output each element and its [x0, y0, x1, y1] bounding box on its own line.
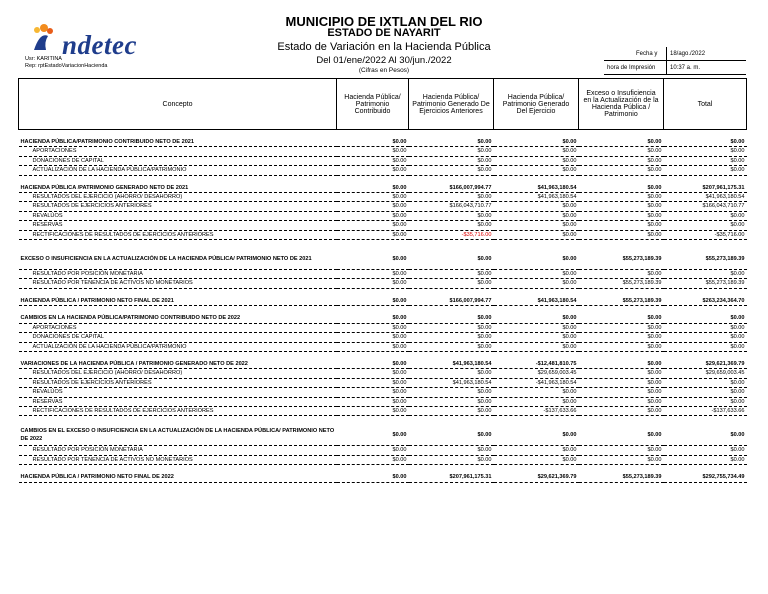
row-value: $0.00 — [409, 147, 494, 156]
row-value: $0.00 — [409, 342, 494, 351]
row-value: $0.00 — [664, 397, 747, 406]
row-value: $55,273,189.39 — [579, 297, 664, 306]
section-row — [19, 138, 747, 147]
spacer-row — [19, 351, 747, 360]
table-row — [19, 166, 747, 175]
row-value: $0.00 — [337, 342, 409, 351]
table-row — [19, 156, 747, 165]
row-value: $29,659,003.45 — [494, 369, 579, 378]
row-label: VARIACIONES DE LA HACIENDA PÚBLICA / PATRIMONIO GENERADO NETO DE 2022 — [19, 360, 337, 369]
table-row — [19, 378, 747, 387]
row-label: APORTACIONES — [19, 147, 337, 156]
table-row — [19, 369, 747, 378]
row-value: $0.00 — [579, 184, 664, 193]
table-row — [19, 270, 747, 279]
row-value: $55,273,189.39 — [664, 248, 747, 270]
row-value: $0.00 — [579, 388, 664, 397]
section-row — [19, 184, 747, 193]
row-label: HACIENDA PÚBLICA/PATRIMONIO CONTRIBUIDO NETO DE 2021 — [19, 138, 337, 147]
row-value: $0.00 — [579, 406, 664, 415]
print-date-label: Fecha y — [636, 51, 658, 57]
units-label: (Cifras en Pesos) — [358, 67, 410, 74]
row-value: $0.00 — [664, 378, 747, 387]
row-value: $207,961,175.31 — [664, 184, 747, 193]
spacer-cell — [19, 240, 747, 249]
row-value: $0.00 — [579, 342, 664, 351]
table-row — [19, 333, 747, 342]
print-info-divider — [604, 60, 746, 61]
row-label: REVALÚOS — [19, 388, 337, 397]
row-value: $0.00 — [664, 270, 747, 279]
row-value: -$35,716.00 — [409, 230, 494, 239]
table-header-row — [19, 79, 747, 130]
row-value: $0.00 — [409, 424, 494, 446]
row-value: $0.00 — [494, 388, 579, 397]
row-value: $0.00 — [337, 297, 409, 306]
row-value: $263,234,364.70 — [664, 297, 747, 306]
table-row — [19, 279, 747, 288]
row-value: $292,755,734.49 — [664, 473, 747, 482]
spacer-row — [19, 288, 747, 297]
row-value: $0.00 — [579, 360, 664, 369]
row-value: -$137,633.66 — [664, 406, 747, 415]
row-label: RESULTADOS DEL EJERCICIO (AHORRO/ DESAHORRO) — [19, 193, 337, 202]
row-value: $207,961,175.31 — [409, 473, 494, 482]
row-value: $0.00 — [409, 446, 494, 455]
col-header-ejercicio: Hacienda Pública/ Patrimonio Generado Del Ejercicio — [494, 79, 579, 130]
row-value: $0.00 — [409, 138, 494, 147]
spacer-cell — [19, 416, 747, 425]
row-label: HACIENDA PÚBLICA / PATRIMONIO NETO FINAL DE 2021 — [19, 297, 337, 306]
spacer-cell — [19, 175, 747, 184]
row-value: -$12,481,810.75 — [494, 360, 579, 369]
row-value: $166,043,710.77 — [664, 202, 747, 211]
table-row — [19, 230, 747, 239]
spacer-row — [19, 306, 747, 315]
row-value: $0.00 — [664, 314, 747, 323]
row-value: $0.00 — [579, 156, 664, 165]
row-value: $0.00 — [409, 156, 494, 165]
print-hour-label: hora de Impresión — [607, 65, 656, 71]
row-value: $0.00 — [579, 230, 664, 239]
row-value: $0.00 — [337, 156, 409, 165]
row-value: $0.00 — [579, 323, 664, 332]
table-row — [19, 342, 747, 351]
row-value: $0.00 — [337, 397, 409, 406]
row-value: $0.00 — [337, 314, 409, 323]
row-value: $0.00 — [409, 369, 494, 378]
row-value: $41,963,180.54 — [409, 378, 494, 387]
row-value: $0.00 — [409, 455, 494, 464]
row-value: $0.00 — [494, 156, 579, 165]
row-value: $0.00 — [579, 446, 664, 455]
row-value: $55,273,189.39 — [664, 279, 747, 288]
row-value: $0.00 — [337, 147, 409, 156]
row-value: $0.00 — [579, 202, 664, 211]
row-value: $0.00 — [664, 166, 747, 175]
row-value: $0.00 — [579, 333, 664, 342]
row-value: $0.00 — [579, 314, 664, 323]
col-header-concepto: Concepto — [19, 79, 337, 130]
row-value: $0.00 — [664, 446, 747, 455]
row-label: RESULTADOS DE EJERCICIOS ANTERIORES — [19, 202, 337, 211]
row-value: $0.00 — [409, 388, 494, 397]
row-label: RESERVAS — [19, 397, 337, 406]
row-label: RESULTADO POR POSICIÓN MONETARIA — [19, 446, 337, 455]
row-value: $0.00 — [494, 455, 579, 464]
logo-wordmark: ndetec — [62, 30, 137, 60]
row-value: $0.00 — [337, 424, 409, 446]
row-value: $0.00 — [494, 147, 579, 156]
row-value: $0.00 — [337, 193, 409, 202]
row-value: $0.00 — [494, 323, 579, 332]
row-value: $0.00 — [409, 270, 494, 279]
row-value: $0.00 — [337, 388, 409, 397]
row-value: $0.00 — [579, 147, 664, 156]
table-row — [19, 147, 747, 156]
print-info-divider — [666, 47, 667, 74]
row-value: $0.00 — [579, 369, 664, 378]
row-value: $55,273,189.39 — [579, 248, 664, 270]
section-row — [19, 473, 747, 482]
row-label: CAMBIOS EN EL EXCESO O INSUFICIENCIA EN LA ACTUALIZACIÓN DE LA HACIENDA PÚBLICA/ PATRIMONIO NETO DE 2022 — [19, 424, 337, 446]
row-value: $0.00 — [494, 270, 579, 279]
row-label: RESULTADOS DEL EJERCICIO (AHORRO/ DESAHORRO) — [19, 369, 337, 378]
row-value: $0.00 — [664, 323, 747, 332]
table-row — [19, 211, 747, 220]
row-value: $0.00 — [579, 221, 664, 230]
table-row — [19, 446, 747, 455]
row-value: $0.00 — [409, 211, 494, 220]
row-value: $0.00 — [337, 378, 409, 387]
row-value: $41,963,180.54 — [409, 360, 494, 369]
section-row — [19, 360, 747, 369]
row-value: $0.00 — [409, 323, 494, 332]
table-row — [19, 397, 747, 406]
table-row — [19, 323, 747, 332]
row-value: $0.00 — [494, 248, 579, 270]
row-value: $0.00 — [337, 230, 409, 239]
row-value: $0.00 — [337, 248, 409, 270]
spacer-cell — [19, 130, 747, 139]
row-value: $29,621,369.79 — [494, 473, 579, 482]
row-value: $0.00 — [664, 156, 747, 165]
col-header-contribuido: Hacienda Pública/ Patrimonio Contribuido — [337, 79, 409, 130]
row-value: $0.00 — [579, 270, 664, 279]
row-value: $0.00 — [579, 193, 664, 202]
row-value: $0.00 — [664, 147, 747, 156]
row-value: $0.00 — [337, 221, 409, 230]
row-label: RECTIFICACIONES DE RESULTADOS DE EJERCICIOS ANTERIORES — [19, 406, 337, 415]
row-value: $0.00 — [337, 270, 409, 279]
spacer-row — [19, 130, 747, 139]
row-value: $0.00 — [337, 406, 409, 415]
row-value: $0.00 — [494, 342, 579, 351]
spacer-row — [19, 465, 747, 474]
row-value: $0.00 — [664, 455, 747, 464]
row-value: $0.00 — [337, 360, 409, 369]
state-title: ESTADO DE NAYARIT — [327, 27, 441, 39]
row-value: -$35,716.00 — [664, 230, 747, 239]
row-value: $0.00 — [494, 230, 579, 239]
section-row — [19, 248, 747, 270]
table-row — [19, 221, 747, 230]
col-header-total: Total — [664, 79, 747, 130]
row-value: $29,621,369.79 — [664, 360, 747, 369]
row-label: DONACIONES DE CAPITAL — [19, 156, 337, 165]
table-row — [19, 202, 747, 211]
row-value: $41,963,180.54 — [664, 193, 747, 202]
row-value: $0.00 — [494, 333, 579, 342]
period-label: Del 01/ene/2022 Al 30/jun./2022 — [316, 55, 452, 66]
table-row — [19, 388, 747, 397]
row-value: $0.00 — [409, 166, 494, 175]
row-value: $0.00 — [494, 138, 579, 147]
row-value: $0.00 — [579, 166, 664, 175]
row-value: $0.00 — [494, 211, 579, 220]
row-label: RESULTADO POR TENENCIA DE ACTIVOS NO MONETARIOS — [19, 279, 337, 288]
row-value: $0.00 — [664, 424, 747, 446]
row-value: $0.00 — [579, 424, 664, 446]
row-value: $166,007,994.77 — [409, 184, 494, 193]
row-label: DONACIONES DE CAPITAL — [19, 333, 337, 342]
row-value: $0.00 — [494, 424, 579, 446]
row-value: -$41,963,180.54 — [494, 378, 579, 387]
row-value: $0.00 — [337, 323, 409, 332]
row-value: $55,273,189.39 — [579, 473, 664, 482]
row-value: $166,007,994.77 — [409, 297, 494, 306]
spacer-row — [19, 240, 747, 249]
table-row — [19, 455, 747, 464]
row-value: $0.00 — [494, 279, 579, 288]
section-row — [19, 314, 747, 323]
row-value: $0.00 — [409, 333, 494, 342]
row-value: $166,043,710.77 — [409, 202, 494, 211]
row-value: $0.00 — [337, 279, 409, 288]
row-label: EXCESO O INSUFICIENCIA EN LA ACTUALIZACIÓN DE LA HACIENDA PÚBLICA/ PATRIMONIO NETO DE 2021 — [19, 248, 337, 270]
row-value: $0.00 — [579, 211, 664, 220]
row-label: RESULTADO POR POSICIÓN MONETARIA — [19, 270, 337, 279]
row-value: $0.00 — [494, 314, 579, 323]
row-value: $0.00 — [664, 342, 747, 351]
row-value: $0.00 — [337, 166, 409, 175]
row-label: RECTIFICACIONES DE RESULTADOS DE EJERCICIOS ANTERIORES — [19, 230, 337, 239]
row-value: $0.00 — [337, 211, 409, 220]
print-date-value: 18/ago./2022 — [670, 51, 706, 57]
section-row — [19, 297, 747, 306]
row-label: ACTUALIZACIÓN DE LA HACIENDA PÚBLICA/PATRIMONIO — [19, 342, 337, 351]
row-label: HACIENDA PÚBLICA / PATRIMONIO NETO FINAL DE 2022 — [19, 473, 337, 482]
row-value: $0.00 — [409, 279, 494, 288]
table-row — [19, 193, 747, 202]
row-value: $41,963,180.54 — [494, 193, 579, 202]
spacer-cell — [19, 306, 747, 315]
row-value: $0.00 — [664, 211, 747, 220]
row-value: -$137,633.66 — [494, 406, 579, 415]
row-value: $0.00 — [494, 166, 579, 175]
row-value: $0.00 — [337, 184, 409, 193]
report-title: Estado de Variación en la Hacienda Pública — [277, 41, 491, 53]
row-label: RESERVAS — [19, 221, 337, 230]
row-value: $0.00 — [664, 138, 747, 147]
user-label: Usr: KARITINA — [25, 56, 62, 62]
row-value: $29,659,003.45 — [664, 369, 747, 378]
row-value: $0.00 — [337, 455, 409, 464]
row-value: $0.00 — [337, 446, 409, 455]
print-info-divider — [604, 74, 746, 75]
row-value: $0.00 — [579, 397, 664, 406]
row-value: $0.00 — [337, 202, 409, 211]
row-label: HACIENDA PÚBLICA /PATRIMONIO GENERADO NETO DE 2021 — [19, 184, 337, 193]
row-value: $0.00 — [494, 446, 579, 455]
row-value: $0.00 — [579, 378, 664, 387]
row-label: REVALÚOS — [19, 211, 337, 220]
spacer-row — [19, 416, 747, 425]
spacer-cell — [19, 288, 747, 297]
spacer-cell — [19, 351, 747, 360]
row-value: $0.00 — [664, 388, 747, 397]
org-title: MUNICIPIO DE IXTLAN DEL RIO — [285, 14, 483, 29]
row-value: $0.00 — [337, 138, 409, 147]
row-value: $0.00 — [664, 221, 747, 230]
row-label: ACTUALIZACIÓN DE LA HACIENDA PÚBLICA/PATRIMONIO — [19, 166, 337, 175]
row-value: $0.00 — [579, 455, 664, 464]
col-header-exceso: Exceso o Insuficiencia en la Actualización de la Hacienda Pública / Patrimonio — [579, 79, 664, 130]
spacer-row — [19, 175, 747, 184]
row-value: $0.00 — [409, 221, 494, 230]
col-header-anteriores: Hacienda Pública/ Patrimonio Generado De Ejercicios Anteriores — [409, 79, 494, 130]
row-value: $55,273,189.39 — [579, 279, 664, 288]
row-value: $0.00 — [579, 138, 664, 147]
row-label: CAMBIOS EN LA HACIENDA PÚBLICA/PATRIMONIO CONTRIBUIDO NETO DE 2022 — [19, 314, 337, 323]
row-value: $0.00 — [409, 406, 494, 415]
row-value: $41,963,180.54 — [494, 184, 579, 193]
variation-table — [18, 78, 747, 483]
row-label: APORTACIONES — [19, 323, 337, 332]
print-hour-value: 10:37 a. m. — [670, 65, 701, 71]
section-row — [19, 424, 747, 446]
row-value: $0.00 — [409, 314, 494, 323]
row-value: $0.00 — [494, 397, 579, 406]
table-body — [19, 130, 747, 483]
row-value: $0.00 — [409, 193, 494, 202]
table-row — [19, 406, 747, 415]
row-value: $0.00 — [337, 473, 409, 482]
row-label: RESULTADOS DE EJERCICIOS ANTERIORES — [19, 378, 337, 387]
row-value: $0.00 — [494, 202, 579, 211]
row-value: $0.00 — [337, 333, 409, 342]
spacer-cell — [19, 465, 747, 474]
row-value: $0.00 — [664, 333, 747, 342]
row-value: $0.00 — [337, 369, 409, 378]
row-value: $41,963,180.54 — [494, 297, 579, 306]
row-value: $0.00 — [409, 397, 494, 406]
row-label: RESULTADO POR TENENCIA DE ACTIVOS NO MONETARIOS — [19, 455, 337, 464]
report-id-label: Rep: rptEstadoVariacionHacienda — [25, 63, 108, 69]
row-value: $0.00 — [494, 221, 579, 230]
row-value: $0.00 — [409, 248, 494, 270]
